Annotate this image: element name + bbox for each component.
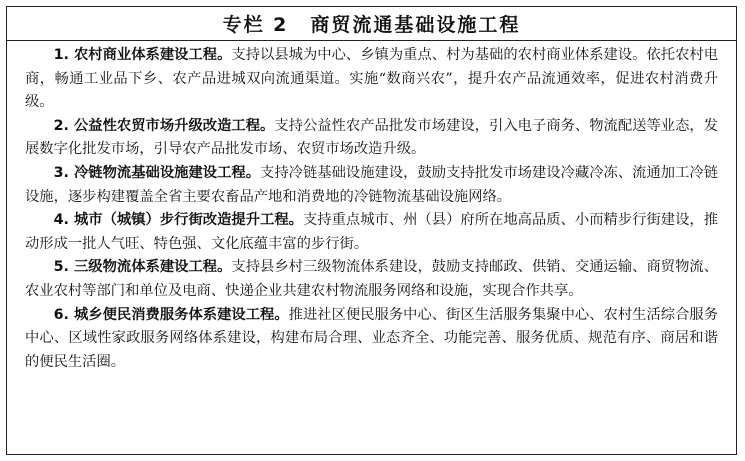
project-description: 支持重点城市、州（县）府所在地高品质、小而精步行街建设，推动形成一批人气旺、特色强、文化底蕴丰富的步行街。 [25,212,719,252]
project-description: 支持以县城为中心、乡镇为重点、村为基础的农村商业体系建设。依托农村电商，畅通工业品下乡、农产品进城双向流通渠道。实施“数商兴农”，提升农产品流通效率，促进农村消费升级。 [25,47,719,111]
project-description: 推进社区便民服务中心、街区生活服务集聚中心、农村生活综合服务中心、区域性家政服务网络体系建设，构建布局合理、业态齐全、功能完善、服务优质、规范有序、商居和谐的便民生活圈。 [25,306,719,370]
project-item-1 [25,44,718,115]
project-description: 支持公益性农产品批发市场建设，引入电子商务、物流配送等业态，发展数字化批发市场，引导农产品批发市场、农贸市场改造升级。 [25,117,719,158]
project-item-6 [25,304,718,375]
column-title-text: 商贸流通基础设施工程 [310,14,521,36]
project-item-5 [25,256,718,303]
column-number: 专栏 2 [222,14,289,36]
project-item-4 [25,209,718,256]
project-title: 6. 城乡便民消费服务体系建设工程。 [53,306,289,323]
project-title: 4. 城市（城镇）步行街改造提升工程。 [53,212,303,229]
project-item-2 [25,115,718,162]
project-description: 支持县乡村三级物流体系建设，鼓励支持邮政、供销、交通运输、商贸物流、农业农村等部门和单位及电商、快递企业共建农村物流服务网络和设施，实现合作共享。 [25,259,719,299]
project-description: 支持冷链基础设施建设，鼓励支持批发市场建设冷藏冷冻、流通加工冷链设施，逐步构建覆盖全省主要农畜品产地和消费地的冷链物流基础设施网络。 [25,164,719,205]
project-title: 3. 冷链物流基础设施建设工程。 [53,164,261,181]
project-title: 1. 农村商业体系建设工程。 [53,47,232,63]
column-title [7,7,736,41]
project-item-3 [25,162,718,209]
project-title: 2. 公益性农贸市场升级改造工程。 [53,117,275,134]
column-content [7,41,736,374]
project-title: 5. 三级物流体系建设工程。 [53,259,232,276]
column-box [6,6,737,455]
